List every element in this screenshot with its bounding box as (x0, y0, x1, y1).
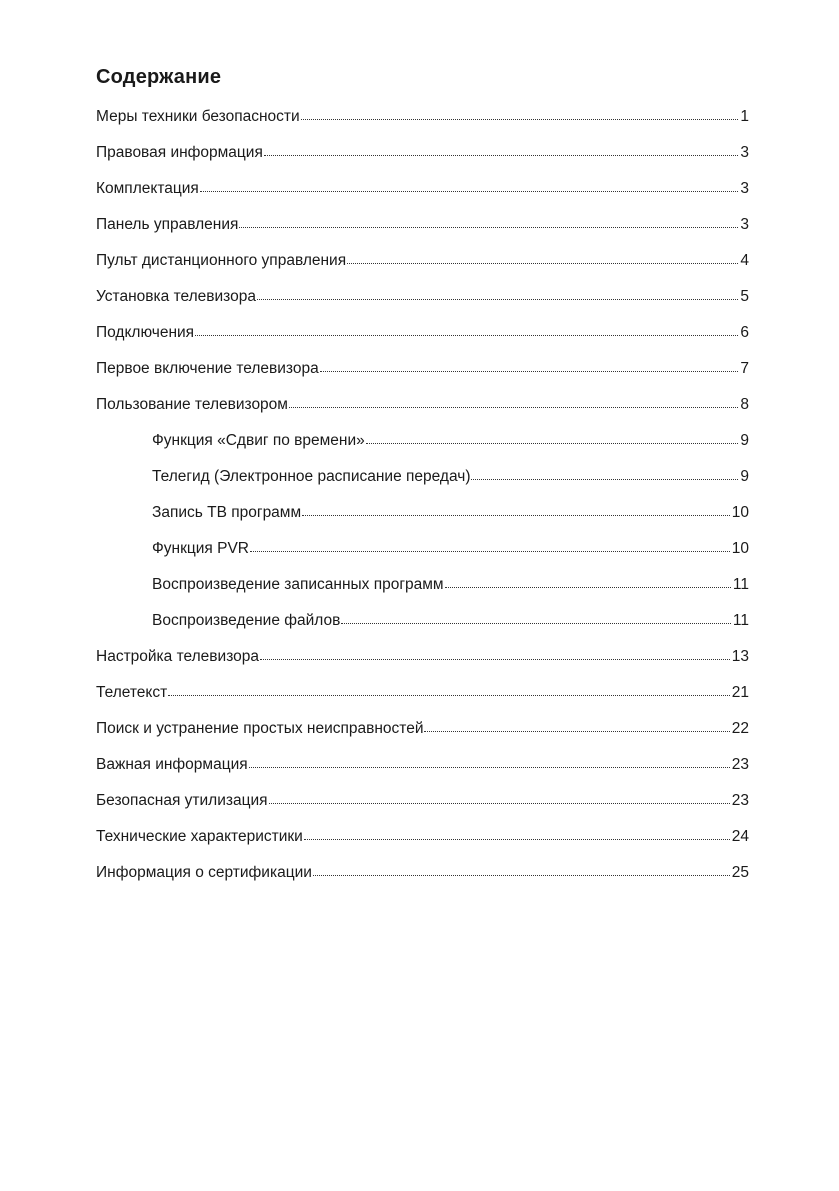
toc-entry-page-number: 11 (732, 612, 749, 629)
toc-entry[interactable] (96, 719, 749, 755)
toc-leader-dots (320, 367, 739, 372)
toc-leader-dots (200, 187, 739, 192)
toc-entry-title: Функция «Сдвиг по времени» (152, 432, 365, 449)
toc-entry-page-number: 6 (740, 324, 749, 341)
toc-leader-dots (313, 871, 730, 876)
toc-entry-title: Пульт дистанционного управления (96, 252, 347, 269)
toc-entry[interactable] (96, 359, 749, 395)
toc-entry-page-number: 9 (740, 432, 749, 449)
toc-entry[interactable] (96, 107, 749, 143)
toc-entry[interactable] (96, 539, 749, 575)
toc-leader-dots (257, 295, 738, 300)
toc-entry-title: Первое включение телевизора (96, 360, 319, 377)
toc-entry[interactable] (96, 179, 749, 215)
toc-entry[interactable] (96, 827, 749, 863)
toc-entry[interactable] (96, 287, 749, 323)
toc-leader-dots (366, 439, 739, 444)
toc-entry[interactable] (96, 647, 749, 683)
toc-entry-page-number: 3 (740, 180, 749, 197)
toc-entry[interactable] (96, 503, 749, 539)
toc-entry-title: Важная информация (96, 756, 248, 773)
toc-entry-title: Информация о сертификации (96, 864, 312, 881)
toc-leader-dots (424, 727, 729, 732)
toc-leader-dots (445, 583, 731, 588)
toc-leader-dots (195, 331, 738, 336)
toc-entry[interactable] (96, 791, 749, 827)
toc-entry-page-number: 23 (731, 756, 749, 773)
toc-leader-dots (264, 151, 739, 156)
toc-entry-page-number: 10 (731, 540, 749, 557)
toc-leader-dots (249, 763, 730, 768)
toc-entry-title: Установка телевизора (96, 288, 256, 305)
toc-leader-dots (347, 259, 738, 264)
toc-entry-title: Запись ТВ программ (152, 504, 302, 521)
toc-leader-dots (302, 511, 730, 516)
toc-entry-title: Пользование телевизором (96, 396, 288, 413)
toc-entry-title: Функция PVR (152, 540, 249, 557)
toc-entry-page-number: 4 (740, 252, 749, 269)
toc-entry-page-number: 10 (731, 504, 749, 521)
toc-leader-dots (471, 475, 738, 480)
toc-entry-title: Безопасная утилизация (96, 792, 268, 809)
toc-entry[interactable] (96, 611, 749, 647)
toc-entry[interactable] (96, 395, 749, 431)
toc-entry-title: Воспроизведение записанных программ (152, 576, 444, 593)
toc-leader-dots (250, 547, 730, 552)
toc-leader-dots (304, 835, 730, 840)
toc-entry-page-number: 1 (740, 108, 749, 125)
toc-entry-page-number: 22 (731, 720, 749, 737)
toc-entry[interactable] (96, 575, 749, 611)
toc-entry-page-number: 24 (731, 828, 749, 845)
toc-entry-title: Поиск и устранение простых неисправностей (96, 720, 424, 737)
toc-entry-page-number: 8 (740, 396, 749, 413)
toc-leader-dots (269, 799, 730, 804)
toc-entry-page-number: 23 (731, 792, 749, 809)
toc-leader-dots (289, 403, 738, 408)
toc-entry-page-number: 25 (731, 864, 749, 881)
toc-entry-page-number: 11 (732, 576, 749, 593)
toc-title: Содержание (96, 66, 222, 88)
toc-entry[interactable] (96, 863, 749, 899)
toc-list (96, 107, 749, 899)
toc-entry[interactable] (96, 215, 749, 251)
toc-entry-title: Телегид (Электронное расписание передач) (152, 468, 471, 485)
toc-entry-page-number: 7 (740, 360, 749, 377)
toc-entry-title: Панель управления (96, 216, 239, 233)
toc-entry-title: Настройка телевизора (96, 648, 259, 665)
toc-entry[interactable] (96, 683, 749, 719)
toc-entry-page-number: 3 (740, 216, 749, 233)
toc-leader-dots (168, 691, 730, 696)
toc-entry-title: Телетекст (96, 684, 168, 701)
toc-entry-title: Подключения (96, 324, 195, 341)
toc-entry-page-number: 3 (740, 144, 749, 161)
toc-entry-title: Технические характеристики (96, 828, 303, 845)
toc-entry-page-number: 5 (740, 288, 749, 305)
toc-leader-dots (239, 223, 738, 228)
toc-entry[interactable] (96, 467, 749, 503)
toc-leader-dots (341, 619, 731, 624)
toc-leader-dots (260, 655, 730, 660)
toc-entry[interactable] (96, 431, 749, 467)
toc-entry-page-number: 21 (731, 684, 749, 701)
toc-entry-title: Комплектация (96, 180, 199, 197)
toc-entry[interactable] (96, 143, 749, 179)
toc-entry-title: Воспроизведение файлов (152, 612, 341, 629)
toc-entry[interactable] (96, 755, 749, 791)
toc-entry[interactable] (96, 251, 749, 287)
toc-entry-title: Меры техники безопасности (96, 108, 300, 125)
toc-entry-title: Правовая информация (96, 144, 263, 161)
toc-entry[interactable] (96, 323, 749, 359)
toc-entry-page-number: 13 (731, 648, 749, 665)
toc-entry-page-number: 9 (740, 468, 749, 485)
toc-leader-dots (301, 115, 739, 120)
